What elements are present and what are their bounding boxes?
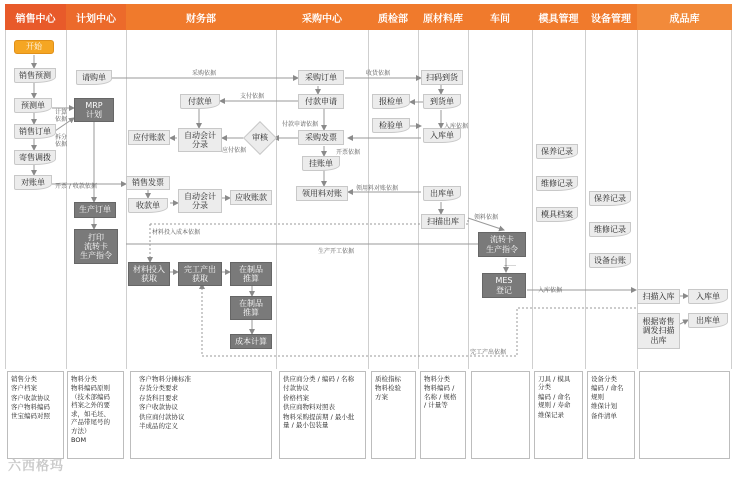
label-payment-request-basis: 付款申请依据: [282, 121, 319, 128]
requisition-node: 请购单: [76, 70, 112, 85]
label-finish-output-basis: 完工产出依据: [470, 349, 507, 356]
lane-header-workshop: 车间: [468, 4, 532, 30]
lane-header-sales: 销售中心: [5, 4, 66, 30]
notes-equipment: 设备分类 编码 / 命名 规则 维保计划 备件清单: [587, 371, 635, 459]
notes-finance: 客户物料分摊标准 存货分类要求 存货科目要求 客户收款协议 供应商付款协议 半成品的定义: [130, 371, 272, 459]
fg-scan-in-node: 扫描入库: [637, 289, 680, 304]
lane-header-finance: 财务部: [126, 4, 276, 30]
label-invoice-receipt-basis: 开票 / 收款依据: [55, 183, 97, 190]
receipt-node: 收款单: [128, 198, 168, 213]
purchase-invoice-node: 采购发票: [298, 130, 344, 145]
notes-plan: 物料分类 物料编码原则 （技术部编码 档案之外的要 求，如毛坯、 产品带尾号的 方法） BOM: [67, 371, 124, 459]
lane-header-quality: 质检部: [368, 4, 418, 30]
mold-archive-node: 模具档案: [536, 207, 578, 222]
watermark-logo: 六西格玛: [8, 459, 65, 474]
label-payable-basis: 应付依据: [222, 147, 247, 154]
wip-2-node: 在制品 推算: [230, 296, 272, 320]
lane-header-material: 原材料库: [418, 4, 468, 30]
receivable-node: 应收账款: [230, 190, 272, 205]
notes-material: 物料分类 物料编码 / 名称 / 规格 / 计量等: [420, 371, 466, 459]
scan-out-node: 扫描出库: [421, 214, 465, 229]
notes-purchase: 供应商分类 / 编码 / 名称 付款协议 价格档案 供应商物料对照表 物料采购提前期 / 最小批 量 / 最小包装量: [279, 371, 366, 459]
lane-header-mold: 模具管理: [532, 4, 585, 30]
consign-scan-out-node: 根据寄售 调发扫描 出库: [637, 313, 680, 349]
label-dots: ……: [504, 261, 516, 268]
mold-maintenance-record-node: 保养记录: [536, 144, 578, 159]
production-order-node: 生产订单: [74, 202, 116, 218]
wip-1-node: 在制品 推算: [230, 262, 272, 286]
label-stock-in-basis: 入库依据: [444, 123, 469, 130]
lane-header-equipment: 设备管理: [585, 4, 637, 30]
arrival-order-node: 到货单: [423, 94, 461, 109]
mrp-plan-node: MRP 计划: [74, 98, 114, 122]
mold-repair-record-node: 维修记录: [536, 176, 578, 191]
sales-forecast-node: 销售预测: [14, 68, 56, 83]
forecast-order-node: 预测单: [14, 98, 52, 113]
lane-header-purchase: 采购中心: [276, 4, 368, 30]
inspection-order-node: 检验单: [372, 118, 410, 133]
notes-workshop: [471, 371, 530, 459]
label-material-cost-basis: 材料投入成本依据: [152, 229, 201, 236]
flow-card-production-node: 流转卡 生产指令: [478, 232, 526, 257]
notes-quality: 质检指标 物料检验 方案: [371, 371, 416, 459]
material-reconcile-node: 领用料对账: [296, 186, 348, 201]
equipment-maintenance-record-node: 保养记录: [589, 191, 631, 206]
stock-in-node: 入库单: [423, 128, 461, 143]
mes-report-node: MES 登记: [482, 273, 526, 298]
notes-fg: [639, 371, 730, 459]
payment-order-node: 付款单: [180, 94, 220, 109]
notes-sales: 销售分类 客户档案 客户收款协议 客户物料编码 世宝编码对照: [7, 371, 64, 459]
label-pay-basis: 支付依据: [240, 93, 265, 100]
scan-arrival-node: 扫码到货: [421, 70, 463, 85]
label-issue-reconcile-basis: 领用料对账依据: [356, 185, 399, 192]
print-flow-card-node: 打印 流转卡 生产指令: [74, 229, 118, 264]
label-purchase-basis: 采购依据: [192, 70, 217, 77]
material-input-node: 材料投入 获取: [128, 262, 170, 286]
finish-output-node: 完工产出 获取: [178, 262, 222, 286]
label-receive-basis: 收货依据: [366, 70, 391, 77]
start-node: 开始: [14, 40, 54, 54]
auto-account-2-node: 自动会计 分录: [178, 189, 222, 213]
notes-mold: 刀具 / 模具 分类 编码 / 命名 规则 / 寿命 维保记录: [534, 371, 583, 459]
auto-account-1-node: 自动会计 分录: [178, 128, 222, 152]
label-split-basis: 拆分 依据: [55, 134, 68, 148]
lane-header-fg: 成品库: [637, 4, 732, 30]
inspection-request-node: 报检单: [372, 94, 410, 109]
fg-stock-out-node: 出库单: [688, 313, 728, 328]
label-production-basis: 生产开工依据: [318, 248, 355, 255]
consign-transfer-node: 寄售调拨: [14, 150, 56, 165]
label-issue-basis: 领料依据: [474, 214, 499, 221]
cost-calc-node: 成本计算: [230, 334, 272, 349]
statement-node: 对账单: [14, 175, 52, 190]
fg-stock-in-node: 入库单: [688, 289, 728, 304]
audit-node: 审核: [246, 130, 274, 146]
payment-request-node: 付款申请: [298, 94, 344, 109]
hang-ticket-node: 挂账单: [302, 156, 340, 171]
sales-order-node: 销售订单: [14, 124, 56, 139]
lane-header-plan: 计划中心: [66, 4, 126, 30]
label-calc-basis: 计算 依据: [55, 109, 68, 123]
purchase-order-node: 采购订单: [298, 70, 344, 85]
label-invoice-basis: 开票依据: [336, 149, 361, 156]
stock-out-node: 出库单: [423, 186, 461, 201]
sales-invoice-node: 销售发票: [126, 176, 170, 190]
equipment-ledger-node: 设备台账: [589, 253, 631, 268]
label-stock-in-basis-fg: 入库依据: [538, 287, 563, 294]
payable-node: 应付账款: [128, 130, 170, 145]
equipment-repair-record-node: 维修记录: [589, 222, 631, 237]
